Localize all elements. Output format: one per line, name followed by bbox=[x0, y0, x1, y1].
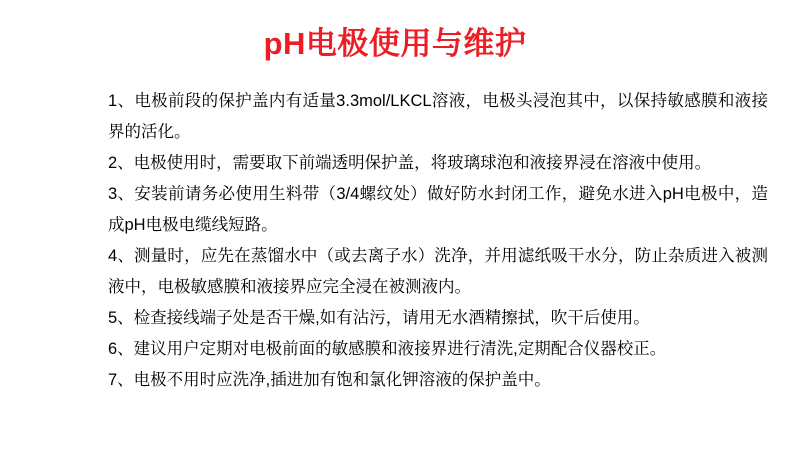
content-paragraph: 4、测量时，应先在蒸馏水中（或去离子水）洗净，并用滤纸吸干水分，防止杂质进入被测液中，电极敏感膜和液接界应完全浸在被测液内。 bbox=[108, 247, 768, 296]
content-paragraph: 2、电极使用时，需要取下前端透明保护盖，将玻璃球泡和液接界浸在溶液中使用。 bbox=[108, 154, 712, 172]
content-paragraph: 5、检查接线端子处是否干燥,如有沾污，请用无水酒精擦拭，吹干后使用。 bbox=[108, 309, 650, 327]
content-paragraph: 6、建议用户定期对电极前面的敏感膜和液接界进行清洗,定期配合仪器校正。 bbox=[108, 340, 667, 358]
page-title: pH电极使用与维护 bbox=[263, 26, 527, 61]
content-paragraph: 3、安装前请务必使用生料带（3/4螺纹处）做好防水封闭工作，避免水进入pH电极中，造成pH电极电缆线短路。 bbox=[108, 185, 768, 234]
content-paragraph: 7、电极不用时应洗净,插进加有饱和氯化钾溶液的保护盖中。 bbox=[108, 371, 551, 389]
content-body bbox=[108, 86, 768, 396]
content-paragraph: 1、电极前段的保护盖内有适量3.3mol/LKCL溶液，电极头浸泡其中，以保持敏感膜和液接界的活化。 bbox=[108, 92, 768, 141]
